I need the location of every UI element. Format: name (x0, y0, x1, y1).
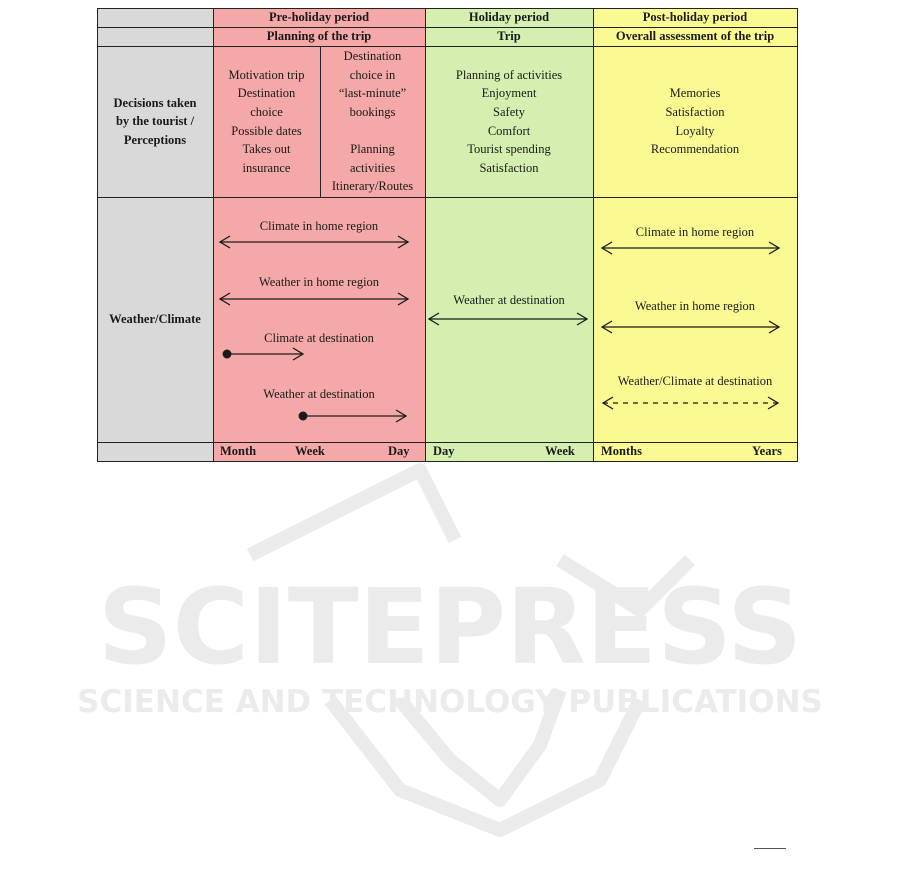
holiday-weather (425, 197, 593, 442)
decision-item: “last-minute” (338, 86, 407, 101)
timeline-month: Month (220, 444, 257, 458)
timeline-holiday-week: Week (545, 444, 575, 458)
decision-item: choice in (349, 67, 396, 82)
decision-item: Loyalty (675, 123, 715, 138)
row-label-line: Perceptions (123, 132, 187, 147)
grid-line (97, 46, 797, 47)
post-weather-home-label: Weather in home region (634, 299, 756, 313)
watermark-title: SCITEPRESS (97, 566, 803, 688)
decision-item: Itinerary/Routes (331, 179, 414, 194)
decision-item: Destination (237, 86, 296, 101)
pre-weather-destination-label: Weather at destination (263, 387, 375, 401)
pre-weather-home-label: Weather in home region (258, 275, 380, 289)
grid-line (797, 8, 798, 461)
decision-item: bookings (349, 104, 396, 119)
decision-item: Possible dates (231, 123, 302, 138)
decision-item: Recommendation (650, 142, 740, 157)
pre-climate-home-label: Climate in home region (259, 219, 379, 233)
timeline-week: Week (295, 444, 325, 458)
header-post-holiday: Post-holiday period (593, 8, 797, 27)
row-label-decisions (97, 46, 213, 197)
decision-item: Planning of activities (455, 67, 563, 82)
pre-climate-destination-label: Climate at destination (264, 331, 374, 345)
grid-line (320, 46, 321, 197)
decision-item: Satisfaction (479, 160, 539, 175)
decision-item: Takes out (242, 142, 291, 157)
grid-line (97, 442, 797, 443)
subheader-post-holiday: Overall assessment of the trip (593, 27, 797, 46)
decision-item: Enjoyment (481, 86, 537, 101)
timeline-years: Years (752, 444, 782, 458)
decision-item: Memories (669, 86, 721, 101)
decision-item: activities (349, 160, 396, 175)
post-holiday-decisions (593, 46, 797, 197)
holiday-decisions (425, 46, 593, 197)
header-corner (97, 8, 213, 27)
grid-line (97, 27, 797, 28)
timeline-day: Day (388, 444, 410, 458)
timeline-holiday-day: Day (433, 444, 455, 458)
decision-item: Satisfaction (665, 104, 725, 119)
grid-line (97, 461, 798, 462)
grid-line (97, 8, 797, 9)
decision-item: Comfort (487, 123, 531, 138)
decision-item: Tourist spending (467, 142, 551, 157)
header-holiday: Holiday period (425, 8, 593, 27)
decision-item: choice (250, 104, 283, 119)
pre-holiday-decisions-left (213, 46, 320, 197)
subheader-pre-holiday: Planning of the trip (213, 27, 425, 46)
header-pre-holiday: Pre-holiday period (213, 8, 425, 27)
subheader-corner (97, 27, 213, 46)
page-footnote-rule (754, 848, 786, 849)
row-label-line: by the tourist / (115, 114, 195, 129)
decision-item: Safety (493, 104, 525, 119)
pre-holiday-decisions-right (320, 46, 425, 197)
decision-item: insurance (242, 160, 291, 175)
post-weather-climate-destination-label: Weather/Climate at destination (617, 374, 773, 388)
row-label-weather: Weather/Climate (97, 197, 213, 442)
watermark-subtitle: SCIENCE AND TECHNOLOGY PUBLICATIONS (77, 684, 823, 720)
grid-line (97, 8, 98, 461)
row-label-line: Decisions taken (113, 95, 197, 110)
decision-item: Motivation trip (228, 67, 305, 82)
grid-line (97, 197, 797, 198)
post-climate-home-label: Climate in home region (635, 225, 755, 239)
timeline-months: Months (601, 444, 642, 458)
subheader-holiday: Trip (425, 27, 593, 46)
holiday-weather-destination-label: Weather at destination (453, 293, 565, 307)
grid-line (425, 8, 426, 461)
timeline-corner (97, 442, 213, 461)
decision-item: Destination (343, 49, 402, 64)
decision-item: Planning (350, 142, 395, 157)
